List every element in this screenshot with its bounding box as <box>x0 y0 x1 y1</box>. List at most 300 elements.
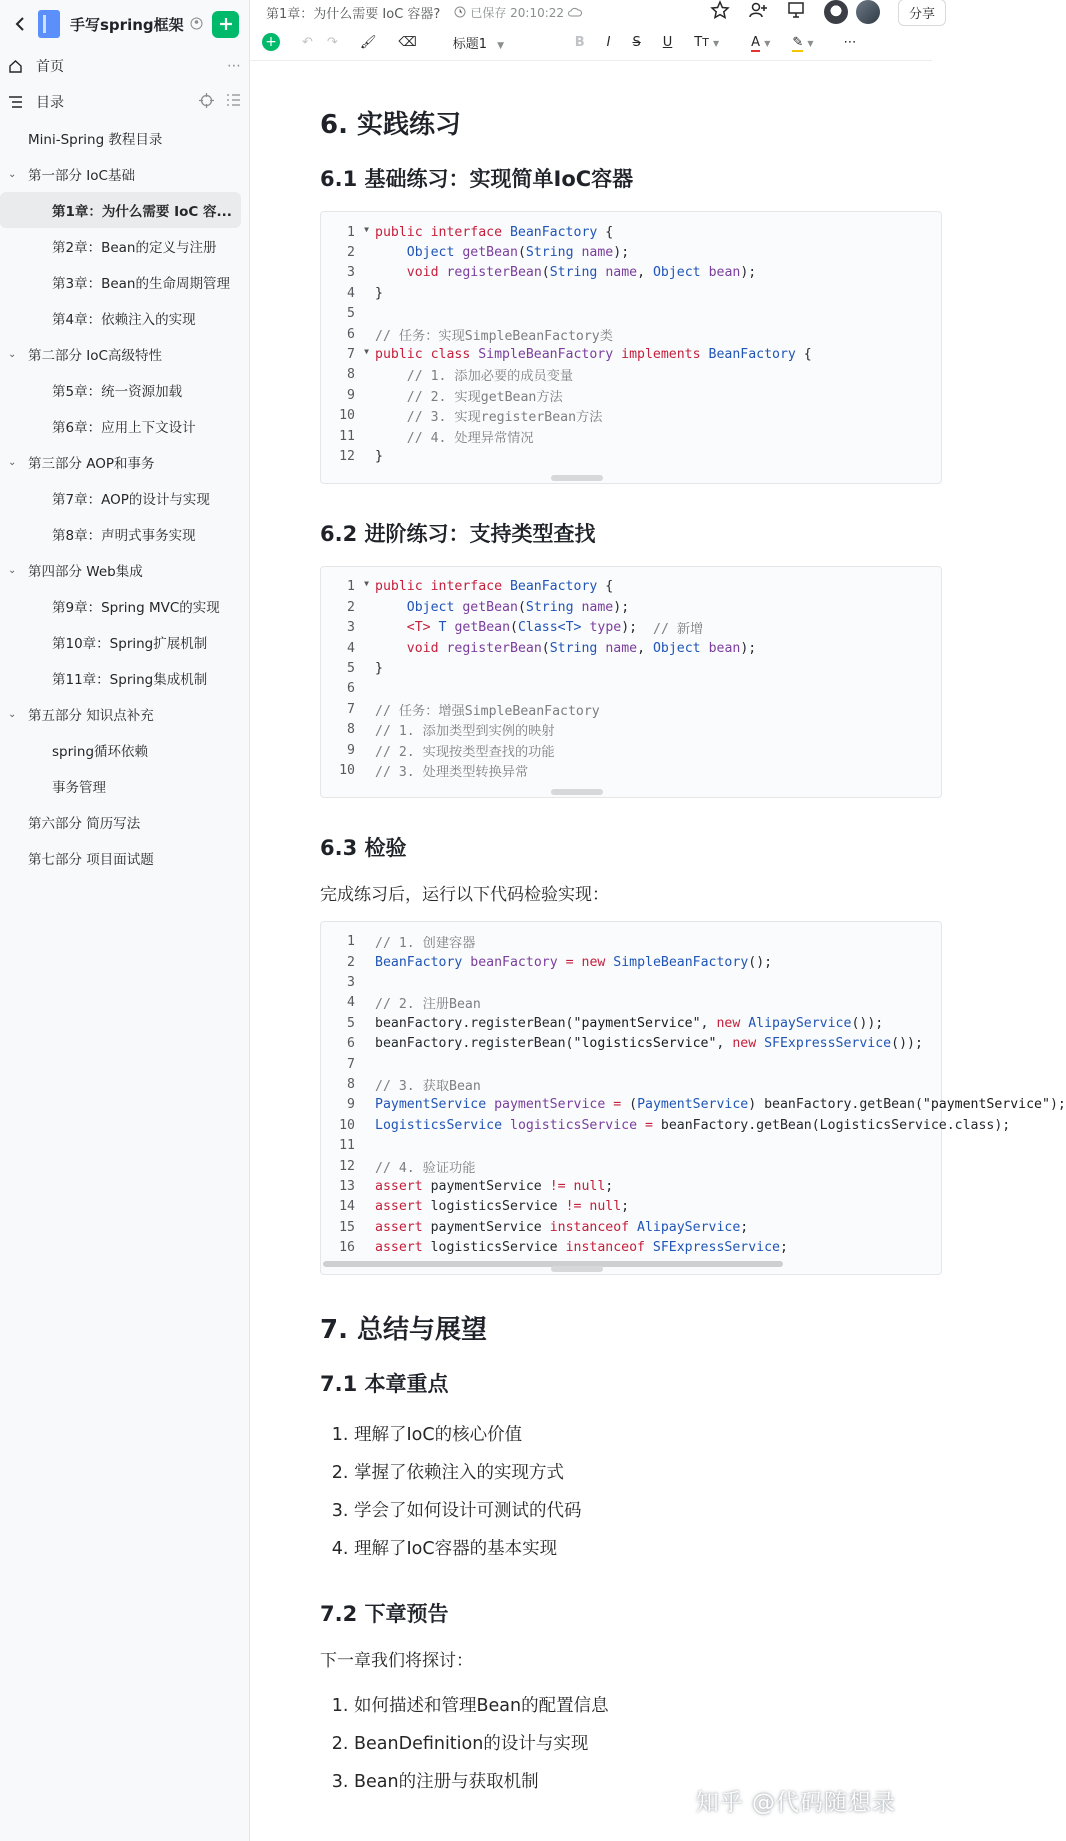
heading-verify: 6.3 检验 <box>320 835 407 860</box>
code-token: String <box>525 245 574 261</box>
code-token: ( <box>541 265 550 281</box>
watermark: 知乎 @代码随想录 <box>695 1790 896 1816</box>
code-token <box>439 641 447 656</box>
chevron-down-icon[interactable]: ⌄ <box>8 348 17 360</box>
code-token: instanceof <box>549 1219 630 1235</box>
code-line <box>321 638 941 658</box>
code-token: SimpleBeanFactory <box>478 347 614 363</box>
code-token: // 1. 创建容器 <box>375 936 476 952</box>
toc-item[interactable] <box>0 732 249 768</box>
code-token <box>375 641 407 656</box>
code-token <box>756 1036 764 1051</box>
line-number: 5 <box>347 660 355 676</box>
code-token: { <box>597 579 614 595</box>
toc-item-label: 第2章：Bean的定义与注册 <box>52 240 217 256</box>
document-content <box>320 78 1066 1831</box>
toc-icon <box>8 94 24 110</box>
code-line <box>321 1156 941 1176</box>
format-toolbar <box>250 24 932 61</box>
chevron-down-icon[interactable]: ⌄ <box>8 456 17 468</box>
heading-basic: 6.1 基础练习：实现简单IoC容器 <box>320 167 634 191</box>
home-icon <box>8 58 24 74</box>
code-token: name <box>581 599 614 615</box>
code-token: ()); <box>851 1015 884 1031</box>
code-token <box>701 265 709 280</box>
code-token: = <box>645 1117 653 1133</box>
highlight-icon[interactable]: ✎ ▼ <box>792 34 814 50</box>
heading-select-value: 标题1 <box>452 36 487 52</box>
code-line <box>321 1074 941 1094</box>
code-token: LogisticsService <box>375 1117 503 1133</box>
editor-area <box>250 0 1066 1841</box>
scroll-handle[interactable] <box>551 789 603 795</box>
line-number: 5 <box>347 306 355 322</box>
line-number: 2 <box>347 954 355 970</box>
code-token: beanFactory.getBean(LogisticsService.class); <box>652 1117 1011 1133</box>
code-token: paymentService <box>422 1219 550 1235</box>
code-token: ; <box>605 1178 614 1194</box>
fold-icon[interactable]: ▼ <box>364 224 369 234</box>
code-token: // 2. 实现按类型查找的功能 <box>375 744 555 760</box>
code-line <box>321 760 941 780</box>
line-number: 12 <box>339 448 355 464</box>
line-number: 16 <box>339 1240 355 1256</box>
fold-icon[interactable]: ▼ <box>364 579 369 589</box>
code-token: // 新增 <box>653 622 704 638</box>
line-number: 9 <box>347 1097 355 1113</box>
code-token: paymentService <box>422 1178 550 1194</box>
code-token: Object <box>406 599 455 615</box>
toc-list <box>0 120 249 876</box>
code-token: paymentService <box>494 1097 606 1113</box>
code-token: (); <box>748 954 773 970</box>
toc-item[interactable] <box>0 408 249 444</box>
code-token: getBean <box>454 620 511 636</box>
code-line <box>321 699 941 719</box>
code-token: SFExpressService <box>764 1036 892 1052</box>
code-token: null <box>573 1178 606 1194</box>
code-token: BeanFactory <box>509 579 598 595</box>
code-line <box>321 577 941 597</box>
code-line <box>321 222 941 242</box>
code-token: beanFactory.registerBean( <box>375 1036 574 1052</box>
share-button[interactable]: 分享 <box>898 0 946 26</box>
code-line <box>321 385 941 405</box>
home-link[interactable] <box>0 48 249 84</box>
code-token: ( <box>517 245 526 261</box>
toc-item[interactable] <box>0 444 249 480</box>
list-item: 1. 如何描述和管理Bean的配置信息 <box>354 1687 932 1725</box>
code-token: null <box>589 1199 622 1215</box>
code-token: ; <box>621 1199 630 1215</box>
code-token <box>431 620 439 635</box>
code-block[interactable] <box>320 921 1066 1275</box>
list-item: 1. 理解了IoC的核心价值 <box>354 1416 932 1454</box>
code-token: PaymentService <box>375 1097 487 1113</box>
code-line <box>321 304 941 324</box>
code-line <box>321 719 941 739</box>
code-line <box>321 597 941 617</box>
code-token: name <box>581 245 614 261</box>
code-token: AlipayService <box>637 1219 741 1235</box>
code-token: public interface <box>375 224 510 240</box>
line-number: 3 <box>347 975 355 991</box>
code-token <box>486 1097 494 1112</box>
code-token: public class <box>375 347 479 363</box>
code-token: getBean <box>462 245 518 261</box>
line-number: 9 <box>347 742 355 758</box>
toc-item[interactable] <box>0 660 249 696</box>
toc-item-label: 第11章：Spring集成机制 <box>52 672 208 688</box>
list-item: 3. 学会了如何设计可测试的代码 <box>354 1492 932 1530</box>
code-token: ) beanFactory.getBean( <box>748 1097 923 1113</box>
line-number: 12 <box>339 1158 355 1174</box>
code-line <box>321 365 941 385</box>
code-token: new <box>732 1036 757 1052</box>
code-token: ( <box>541 640 550 656</box>
code-token: void <box>406 640 439 656</box>
doc-header <box>250 0 935 24</box>
code-token: bean <box>708 640 741 656</box>
line-number: 13 <box>339 1178 355 1194</box>
code-token <box>581 1199 589 1214</box>
new-doc-button[interactable] <box>212 11 239 38</box>
toc-item-label: 事务管理 <box>52 780 106 796</box>
toc-item-label: 第六部分 简历写法 <box>28 816 141 832</box>
heading-preview: 7.2 下章预告 <box>320 1601 449 1626</box>
code-token: name <box>605 265 638 281</box>
list-item: 2. BeanDefinition的设计与实现 <box>354 1725 932 1763</box>
code-token <box>597 641 605 656</box>
code-token: // 任务：实现SimpleBeanFactory类 <box>375 328 613 344</box>
code-token: = <box>613 1097 622 1113</box>
locate-icon[interactable] <box>199 93 214 112</box>
star-icon[interactable] <box>710 0 730 24</box>
toc-header <box>0 84 249 120</box>
save-status <box>454 4 582 21</box>
code-token: new <box>716 1015 741 1031</box>
paragraph-verify: 完成练习后，运行以下代码检验实现： <box>320 884 609 905</box>
toc-item-label: 第三部分 AOP和事务 <box>28 456 155 472</box>
home-label: 首页 <box>36 59 64 75</box>
more-icon[interactable]: ⋯ <box>227 58 241 74</box>
code-token: // 3. 获取Bean <box>375 1079 481 1095</box>
toc-item[interactable] <box>0 228 249 264</box>
code-token: // 3. 实现registerBean方法 <box>375 410 603 426</box>
line-number: 11 <box>339 1138 355 1154</box>
code-token: assert <box>375 1178 423 1194</box>
code-block[interactable] <box>320 211 942 484</box>
code-token <box>613 347 621 362</box>
scroll-handle[interactable] <box>551 475 603 481</box>
code-token: ); <box>621 620 653 636</box>
toc-item[interactable] <box>0 624 249 660</box>
code-token: implements <box>621 347 709 363</box>
code-token: , <box>716 1036 733 1052</box>
toc-item[interactable] <box>0 516 249 552</box>
code-token <box>740 1016 748 1031</box>
code-token <box>637 1118 645 1133</box>
code-token: != <box>565 1199 582 1215</box>
code-token <box>439 265 447 280</box>
toc-item-label: Mini-Spring 教程目录 <box>28 132 163 148</box>
code-token: // 3. 处理类型转换异常 <box>375 764 529 780</box>
toc-item[interactable] <box>0 840 249 876</box>
code-block[interactable] <box>320 566 942 798</box>
code-token: , <box>637 265 653 281</box>
line-number: 1 <box>347 934 355 950</box>
code-token <box>645 1240 653 1255</box>
heading-practice: 6. 实践练习 <box>320 110 462 140</box>
code-token: ()); <box>891 1036 923 1052</box>
toc-label: 目录 <box>36 95 64 111</box>
avatar-1[interactable] <box>824 0 848 24</box>
code-token: ; <box>779 1240 788 1256</box>
code-token <box>566 1179 574 1194</box>
toc-item[interactable] <box>0 804 249 840</box>
line-number: 10 <box>339 408 355 424</box>
code-token: } <box>375 285 383 301</box>
code-line <box>321 1095 1066 1115</box>
clear-format-icon[interactable]: ⌫ <box>398 34 417 50</box>
code-token: T <box>438 620 447 636</box>
code-line <box>321 344 941 364</box>
code-token <box>574 245 582 260</box>
code-token: , <box>637 640 653 656</box>
line-number: 6 <box>347 326 355 342</box>
code-token <box>375 600 407 615</box>
line-number: 1 ▼ <box>347 579 369 595</box>
code-token: // 4. 处理异常情况 <box>375 430 534 446</box>
code-token: // 1. 添加必要的成员变量 <box>375 369 574 385</box>
italic-icon[interactable]: I <box>606 34 611 50</box>
code-token: type <box>589 620 622 636</box>
code-token: BeanFactory <box>708 347 796 363</box>
code-token: ); <box>740 640 757 656</box>
code-line <box>321 446 941 466</box>
fold-icon[interactable]: ▼ <box>364 347 369 357</box>
chevron-down-icon[interactable]: ⌄ <box>8 564 17 576</box>
code-token: = <box>565 954 574 970</box>
toc-item[interactable] <box>0 696 249 732</box>
toc-item[interactable] <box>0 192 241 228</box>
toc-item-label: spring循环依赖 <box>52 744 149 760</box>
toc-list-icon[interactable] <box>226 93 241 112</box>
code-token: != <box>549 1178 566 1194</box>
toc-item-label: 第7章：AOP的设计与实现 <box>52 492 210 508</box>
line-number: 4 <box>347 995 355 1011</box>
code-token: SimpleBeanFactory <box>613 954 749 970</box>
code-token: BeanFactory <box>509 224 598 240</box>
format-painter-icon[interactable]: 🖌 <box>359 34 377 50</box>
code-line <box>321 1136 941 1156</box>
code-line <box>321 426 941 446</box>
toc-item[interactable] <box>0 336 249 372</box>
heading-keypoints: 7.1 本章重点 <box>320 1371 449 1396</box>
code-token: instanceof <box>565 1240 645 1256</box>
code-token: // 2. 实现getBean方法 <box>375 389 563 405</box>
code-token: name <box>605 640 638 656</box>
book-title[interactable]: 手写spring框架 <box>70 15 184 34</box>
code-token: { <box>795 347 812 363</box>
toc-item[interactable] <box>0 480 249 516</box>
code-token: "paymentService" <box>922 1097 1050 1113</box>
sidebar <box>0 0 250 1841</box>
code-token: "logisticsService" <box>573 1036 717 1052</box>
code-token <box>375 245 407 260</box>
back-icon[interactable] <box>10 14 30 34</box>
toc-item-label: 第4章：依赖注入的实现 <box>52 312 196 328</box>
code-token: // 1. 添加类型到实例的映射 <box>375 724 555 740</box>
toc-item[interactable] <box>0 768 249 804</box>
code-token: public interface <box>375 579 510 595</box>
code-token <box>701 641 709 656</box>
insert-icon[interactable]: + <box>262 33 280 51</box>
strikethrough-icon[interactable]: S <box>632 34 641 50</box>
code-token: String <box>525 599 574 615</box>
toc-item[interactable] <box>0 300 249 336</box>
toc-item-label: 第10章：Spring扩展机制 <box>52 636 208 652</box>
line-number: 6 <box>347 1036 355 1052</box>
code-token <box>597 265 605 280</box>
code-line <box>321 324 941 344</box>
toc-item[interactable] <box>0 156 249 192</box>
code-line <box>321 1115 1011 1135</box>
code-token: ); <box>613 599 630 615</box>
code-token: logisticsService <box>422 1199 566 1215</box>
line-number: 8 <box>347 367 355 383</box>
line-number: 15 <box>339 1219 355 1235</box>
avatar-2[interactable] <box>856 0 880 24</box>
code-line <box>321 617 941 637</box>
text-size-icon[interactable]: TT ▼ <box>694 34 720 50</box>
code-token: void <box>406 265 439 281</box>
code-token: Object <box>652 265 701 281</box>
code-token: assert <box>375 1219 423 1235</box>
code-token: AlipayService <box>748 1015 852 1031</box>
code-line <box>321 1034 941 1054</box>
code-token <box>375 265 407 280</box>
code-token: BeanFactory <box>375 954 463 970</box>
code-token: ( <box>621 1097 638 1113</box>
code-token <box>454 600 462 615</box>
present-icon[interactable] <box>786 0 806 24</box>
keypoints-list <box>320 1416 932 1568</box>
toc-item[interactable] <box>0 372 249 408</box>
underline-icon[interactable]: U <box>662 34 673 50</box>
bold-icon[interactable]: B <box>574 34 585 50</box>
line-number: 1 ▼ <box>347 224 369 240</box>
paragraph-preview: 下一章我们将探讨： <box>320 1650 473 1671</box>
code-token <box>375 620 407 635</box>
code-token: Object <box>406 245 455 261</box>
code-token: , <box>700 1015 717 1031</box>
book-icon <box>38 10 60 38</box>
code-token <box>574 955 582 970</box>
toc-item[interactable] <box>0 552 249 588</box>
undo-icon[interactable]: ↶ <box>302 34 313 50</box>
heading-advanced: 6.2 进阶练习：支持类型查找 <box>320 521 596 546</box>
line-number: 7 ▼ <box>347 347 369 363</box>
list-item: 2. 掌握了依赖注入的实现方式 <box>354 1454 932 1492</box>
code-line <box>321 263 941 283</box>
more-tools-icon[interactable]: ⋯ <box>843 34 857 50</box>
code-line <box>321 1197 941 1217</box>
line-number: 2 <box>347 245 355 261</box>
toc-item[interactable] <box>0 120 249 156</box>
code-line <box>321 972 941 992</box>
toc-item[interactable] <box>0 588 249 624</box>
toc-item[interactable] <box>0 264 249 300</box>
code-token <box>605 1097 613 1112</box>
code-line <box>321 1054 941 1074</box>
code-line <box>321 1217 941 1237</box>
code-token: // 任务：增强SimpleBeanFactory <box>375 703 600 719</box>
code-line <box>321 932 941 952</box>
code-token: beanFactory <box>470 954 558 970</box>
toc-item-label: 第8章：声明式事务实现 <box>52 528 196 544</box>
code-token: String <box>549 640 598 656</box>
toc-item-label: 第四部分 Web集成 <box>28 564 143 580</box>
code-token: registerBean <box>446 640 542 656</box>
code-token <box>447 620 455 635</box>
code-token: <T> <box>406 620 431 636</box>
toc-item-label: 第3章：Bean的生命周期管理 <box>52 276 230 292</box>
code-line <box>321 242 941 262</box>
heading-summary: 7. 总结与展望 <box>320 1314 488 1345</box>
code-token <box>558 955 566 970</box>
toc-item-label: 第一部分 IoC基础 <box>28 168 135 184</box>
code-token: ); <box>1049 1097 1066 1113</box>
code-line <box>321 1176 941 1196</box>
code-token: } <box>375 448 383 464</box>
code-token <box>629 1220 637 1235</box>
line-number: 11 <box>339 428 355 444</box>
code-token: Class<T> <box>517 620 582 636</box>
heading-select[interactable] <box>453 33 553 52</box>
code-line <box>321 658 941 678</box>
code-token: String <box>549 265 598 281</box>
toc-item-label: 第五部分 知识点补充 <box>28 708 154 724</box>
code-token <box>502 1118 510 1133</box>
code-token: { <box>597 224 614 240</box>
toc-item-label: 第9章：Spring MVC的实现 <box>52 600 220 616</box>
code-token: "paymentService" <box>573 1015 701 1031</box>
code-token: } <box>375 660 383 676</box>
line-number: 7 <box>347 701 355 717</box>
doc-title[interactable]: 第1章：为什么需要 IoC 容器? <box>266 6 441 22</box>
line-number: 14 <box>339 1199 355 1215</box>
add-collaborator-icon[interactable] <box>748 0 768 24</box>
code-token: ); <box>740 265 757 281</box>
scroll-handle[interactable] <box>551 1266 603 1272</box>
font-color-icon[interactable]: A ▼ <box>751 34 771 50</box>
code-token: beanFactory.registerBean( <box>375 1015 574 1031</box>
line-number: 8 <box>347 722 355 738</box>
chevron-down-icon[interactable]: ⌄ <box>8 708 17 720</box>
line-number: 9 <box>347 387 355 403</box>
chevron-down-icon[interactable]: ⌄ <box>8 168 17 180</box>
code-line <box>321 1013 941 1033</box>
code-token <box>582 620 590 635</box>
line-number: 3 <box>347 265 355 281</box>
line-number: 3 <box>347 620 355 636</box>
toc-item-label: 第二部分 IoC高级特性 <box>28 348 162 364</box>
saved-text: 已保存 20:10:22 <box>470 5 565 20</box>
redo-icon[interactable]: ↷ <box>326 34 338 50</box>
code-token: // 4. 验证功能 <box>375 1160 476 1176</box>
code-token: ( <box>517 599 526 615</box>
